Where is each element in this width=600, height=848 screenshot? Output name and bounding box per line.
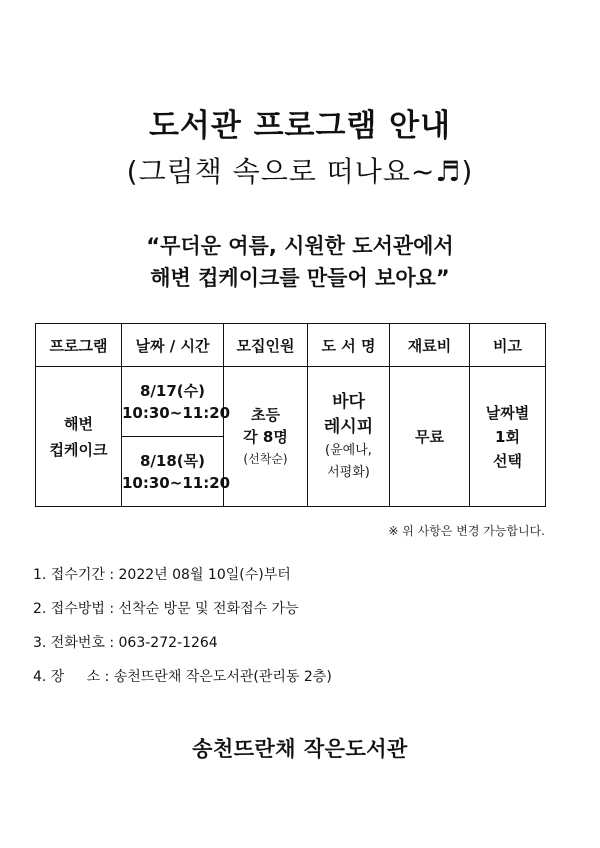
session-2-date: 8/18(목) bbox=[140, 451, 205, 470]
header-date-time: 날짜 / 시간 bbox=[122, 324, 224, 367]
note-line-1: 날짜별 bbox=[485, 403, 530, 422]
session-1-time: 10:30~11:20 bbox=[122, 403, 231, 422]
program-name-line-1: 해변 bbox=[64, 414, 93, 433]
table-header-row bbox=[36, 324, 546, 367]
slogan-line-1: “무더운 여름, 시원한 도서관에서 bbox=[146, 234, 454, 258]
info-location: 4. 장 소 : 송천뜨란채 작은도서관(관리동 2층) bbox=[33, 669, 332, 685]
table-row bbox=[36, 367, 546, 437]
slogan-line-2: 해변 컵케이크를 만들어 보아요” bbox=[150, 266, 450, 290]
cell-book bbox=[308, 367, 390, 507]
recruit-note: (선착순) bbox=[243, 451, 288, 466]
note-line-3: 선택 bbox=[493, 451, 522, 470]
header-note: 비고 bbox=[470, 324, 546, 367]
cell-recruit bbox=[224, 367, 308, 507]
header-recruit: 모집인원 bbox=[224, 324, 308, 367]
cell-fee: 무료 bbox=[390, 367, 470, 507]
book-author-line-1: (윤예나, bbox=[325, 442, 372, 458]
info-list bbox=[33, 565, 573, 701]
book-title-line-1: 바다 bbox=[332, 391, 365, 412]
program-name-line-2: 컵케이크 bbox=[49, 440, 108, 459]
recruit-line-2: 각 8명 bbox=[243, 427, 288, 446]
header-fee: 재료비 bbox=[390, 324, 470, 367]
book-title-line-2: 레시피 bbox=[323, 416, 374, 437]
program-table bbox=[35, 323, 546, 507]
page-title: 도서관 프로그램 안내 bbox=[148, 108, 452, 144]
note-line-2: 1회 bbox=[495, 427, 520, 446]
session-2-time: 10:30~11:20 bbox=[122, 473, 231, 492]
change-notice: ※ 위 사항은 변경 가능합니다. bbox=[388, 524, 545, 538]
cell-program bbox=[36, 367, 122, 507]
organization-name: 송천뜨란채 작은도서관 bbox=[192, 737, 408, 761]
recruit-line-1: 초등 bbox=[251, 405, 280, 424]
info-phone-number: 3. 전화번호 : 063-272-1264 bbox=[33, 635, 218, 651]
book-author-line-2: 서평화) bbox=[327, 464, 370, 480]
info-registration-period: 1. 접수기간 : 2022년 08월 10일(수)부터 bbox=[33, 567, 291, 583]
session-1-date: 8/17(수) bbox=[140, 381, 205, 400]
header-book: 도 서 명 bbox=[308, 324, 390, 367]
cell-note bbox=[470, 367, 546, 507]
cell-session-2 bbox=[122, 437, 231, 507]
header-program: 프로그램 bbox=[36, 324, 122, 367]
cell-session-1 bbox=[122, 367, 231, 437]
page-subtitle: (그림책 속으로 떠나요~♬) bbox=[126, 155, 474, 188]
info-registration-method: 2. 접수방법 : 선착순 방문 및 전화접수 가능 bbox=[33, 601, 299, 617]
